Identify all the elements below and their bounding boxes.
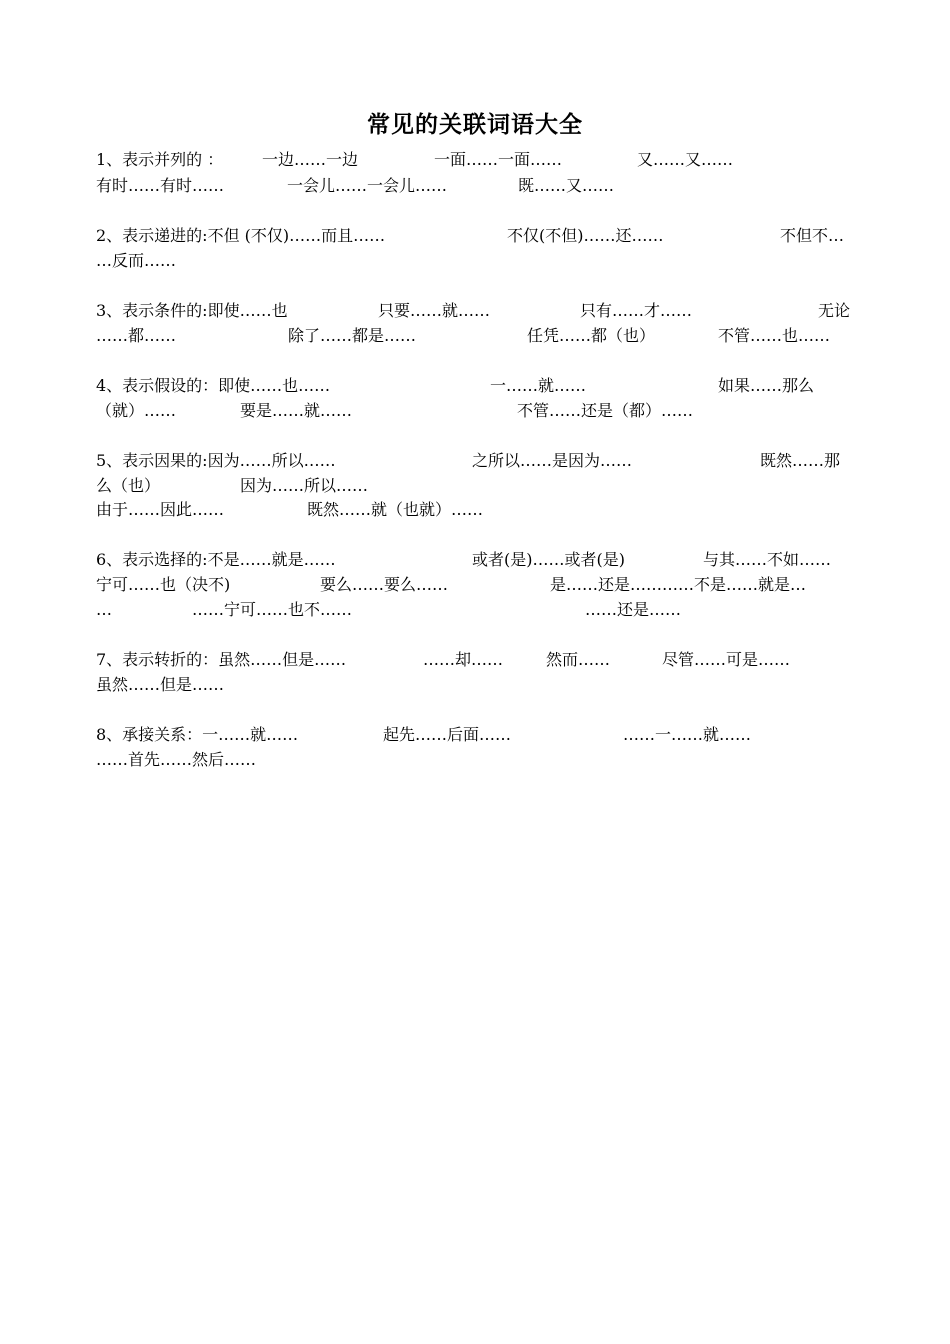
text-segment: 不管……还是（都）……: [517, 401, 694, 420]
text-segment: 2、表示递进的:不但 (不仅)……而且……: [96, 226, 386, 245]
text-segment: 尽管……可是……: [662, 650, 791, 669]
text-segment: 要是……就……: [240, 401, 353, 420]
text-segment: 又……又……: [637, 150, 734, 169]
text-segment: ……宁可……也不……: [192, 600, 353, 619]
text-segment: 虽然……但是……: [96, 675, 225, 694]
text-segment: 或者(是)……或者(是): [472, 550, 625, 569]
text-segment: 7、表示转折的：虽然……但是……: [96, 650, 347, 669]
text-segment: …: [96, 600, 112, 619]
text-segment: ……一……就……: [623, 725, 752, 744]
text-segment: 既然……就（也就）……: [307, 500, 484, 519]
text-segment: 不管……也……: [718, 326, 831, 345]
document-title: 常见的关联词语大全: [367, 111, 583, 138]
text-segment: 一……就……: [490, 376, 587, 395]
text-segment: 只有……才……: [580, 301, 693, 320]
text-segment: 5、表示因果的:因为……所以……: [96, 451, 336, 470]
text-segment: 一会儿……一会儿……: [287, 176, 448, 195]
text-segment: …反而……: [96, 251, 177, 270]
text-segment: ……都……: [96, 326, 177, 345]
text-segment: 如果……那么: [718, 376, 815, 395]
text-segment: 与其……不如……: [703, 550, 832, 569]
text-segment: 因为……所以……: [240, 476, 369, 495]
text-segment: 既……又……: [518, 176, 615, 195]
text-segment: ……却……: [423, 650, 504, 669]
text-segment: 4、表示假设的：即使……也……: [96, 376, 331, 395]
text-segment: （就）……: [96, 401, 177, 420]
text-segment: 除了……都是……: [288, 326, 417, 345]
text-segment: 是……还是…………不是……就是…: [550, 575, 807, 594]
text-segment: 8、承接关系：一……就……: [96, 725, 299, 744]
text-segment: 一面……一面……: [434, 150, 563, 169]
text-segment: 不但不…: [780, 226, 845, 245]
text-segment: 由于……因此……: [96, 500, 225, 519]
text-segment: 不仅(不但)……还……: [507, 226, 664, 245]
text-segment: 3、表示条件的:即使……也: [96, 301, 288, 320]
text-segment: 然而……: [546, 650, 611, 669]
text-segment: 一边……一边: [262, 150, 359, 169]
text-segment: 有时……有时……: [96, 176, 225, 195]
text-segment: 任凭……都（也）: [527, 326, 656, 345]
text-segment: 之所以……是因为……: [472, 451, 633, 470]
text-segment: 只要……就……: [378, 301, 491, 320]
text-segment: ……还是……: [585, 600, 682, 619]
text-segment: 要么……要么……: [320, 575, 449, 594]
text-segment: 无论: [818, 301, 851, 320]
text-segment: 么（也）: [96, 476, 161, 495]
text-segment: 起先……后面……: [383, 725, 512, 744]
text-segment: 1、表示并列的 ：: [96, 150, 224, 169]
text-segment: 既然……那: [760, 451, 841, 470]
text-segment: 6、表示选择的:不是……就是……: [96, 550, 336, 569]
text-segment: 宁可……也（决不): [96, 575, 231, 594]
text-segment: ……首先……然后……: [96, 750, 257, 769]
